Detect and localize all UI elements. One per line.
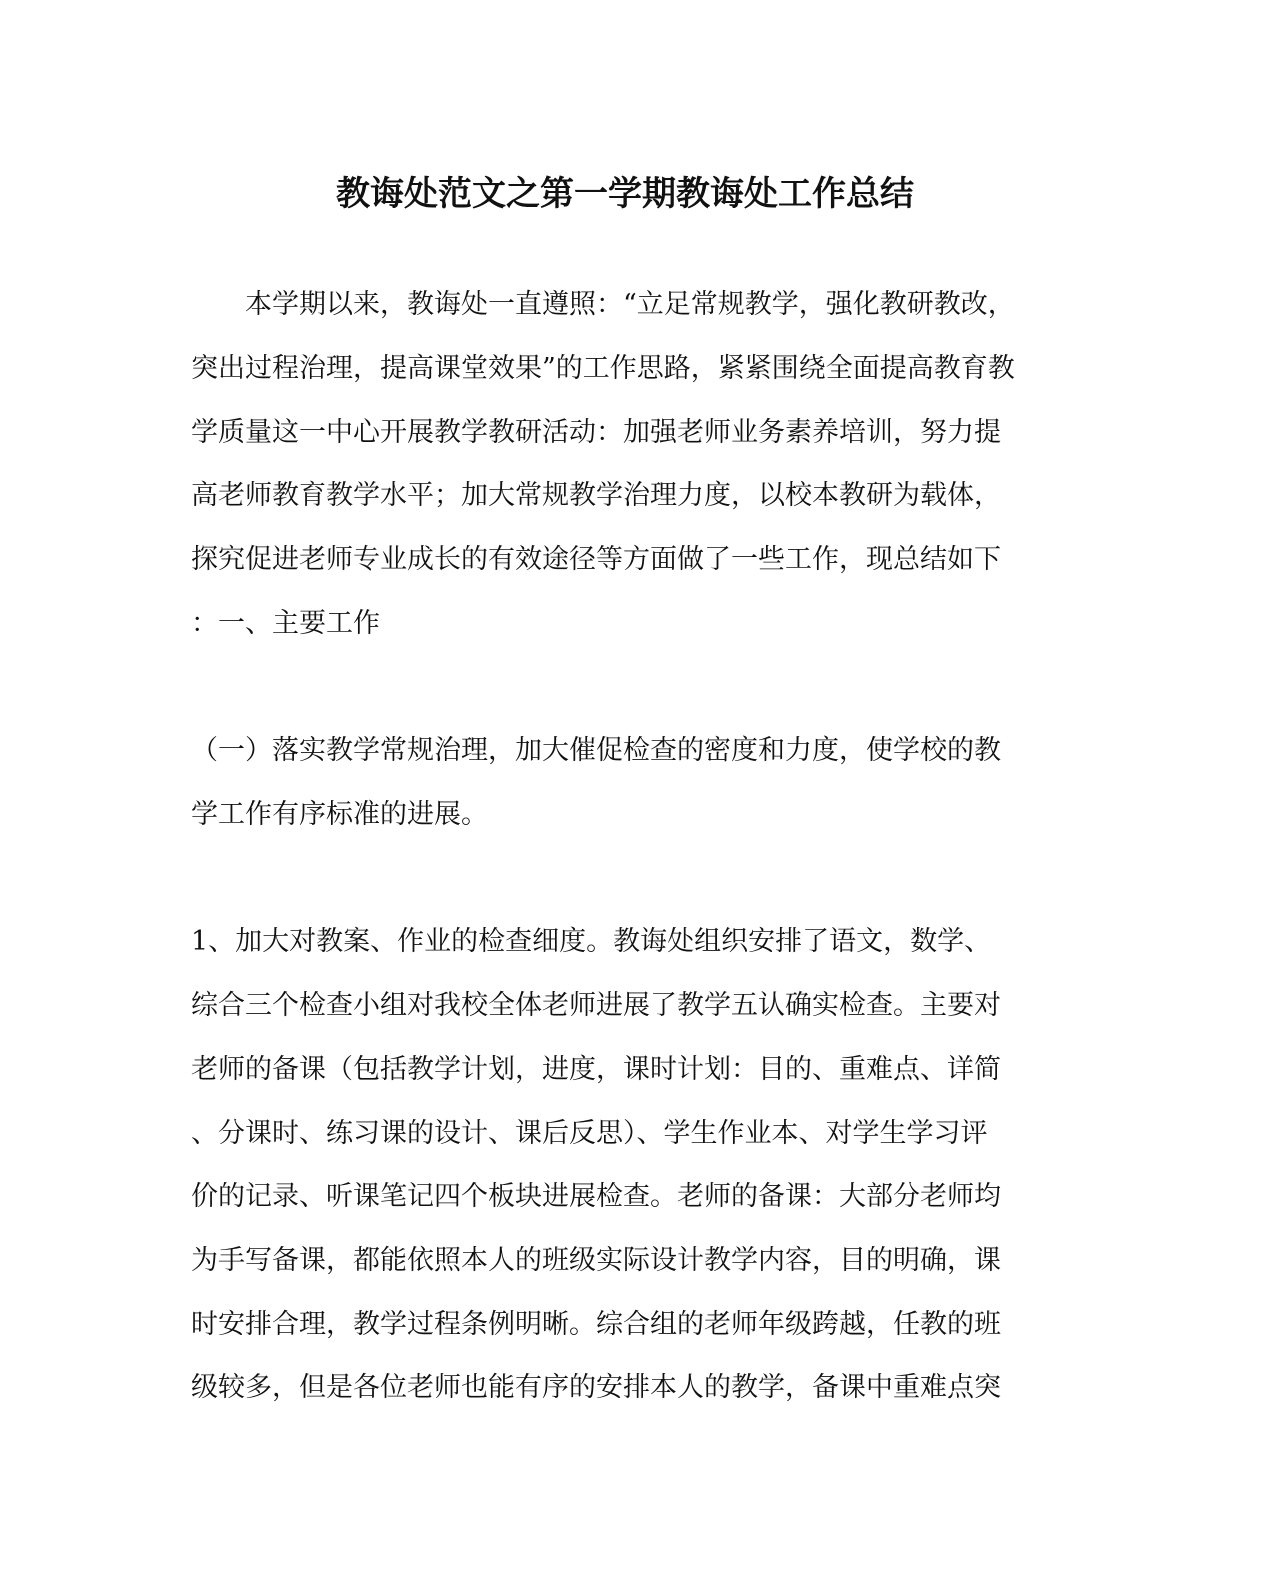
- intro-line-6: ：一、主要工作: [191, 608, 380, 639]
- intro-line-2: 突出过程治理，提高课堂效果”的工作思路，紧紧围绕全面提高教育教: [191, 353, 1015, 384]
- section1-line-2: 学工作有序标准的进展。: [191, 799, 488, 830]
- intro-line-5: 探究促进老师专业成长的有效途径等方面做了一些工作，现总结如下: [191, 544, 1001, 575]
- intro-line-4: 高老师教育教学水平；加大常规教学治理力度，以校本教研为载体，: [191, 480, 1001, 511]
- document-title: 教诲处范文之第一学期教诲处工作总结: [336, 174, 914, 214]
- item1-line-5: 价的记录、听课笔记四个板块进展检查。老师的备课：大部分老师均: [191, 1181, 1001, 1212]
- item1-line-7: 时安排合理，教学过程条例明晰。综合组的老师年级跨越，任教的班: [191, 1309, 1001, 1340]
- section1-line-1: （一）落实教学常规治理，加大催促检查的密度和力度，使学校的教: [191, 735, 1001, 766]
- intro-line-1: 本学期以来，教诲处一直遵照：“立足常规教学，强化教研教改，: [191, 289, 1015, 320]
- intro-line-3: 学质量这一中心开展教学教研活动：加强老师业务素养培训，努力提: [191, 417, 1001, 448]
- item1-line-1: 1、加大对教案、作业的检查细度。教诲处组织安排了语文，数学、: [191, 926, 992, 957]
- item1-line-8: 级较多，但是各位老师也能有序的安排本人的教学，备课中重难点突: [191, 1372, 1001, 1403]
- item1-line-4: 、分课时、练习课的设计、课后反思）、学生作业本、对学生学习评: [191, 1118, 988, 1149]
- item1-line-6: 为手写备课，都能依照本人的班级实际设计教学内容，目的明确，课: [191, 1245, 1001, 1276]
- item1-line-2: 综合三个检查小组对我校全体老师进展了教学五认确实检查。主要对: [191, 990, 1001, 1021]
- item1-line-3: 老师的备课（包括教学计划，进度，课时计划：目的、重难点、详简: [191, 1054, 1001, 1085]
